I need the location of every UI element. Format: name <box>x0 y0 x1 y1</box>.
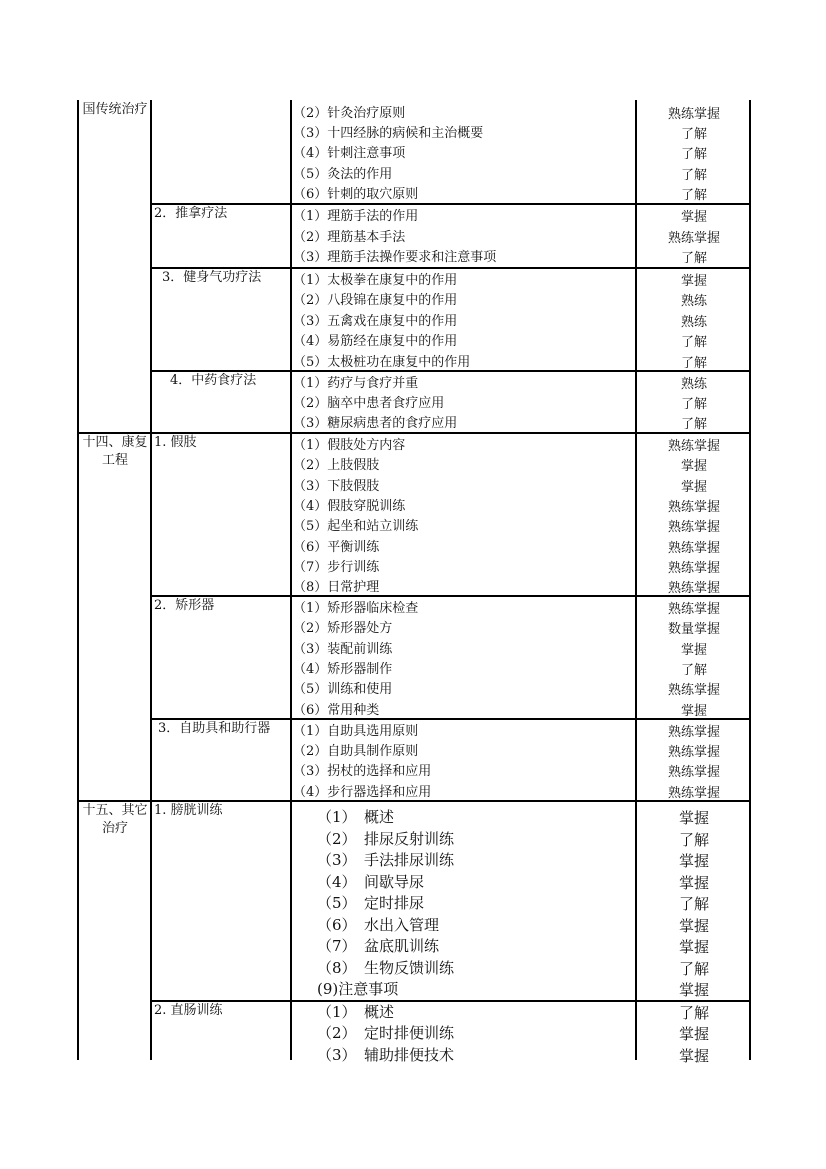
mastery-level: 掌握 <box>678 1025 709 1044</box>
item-text: （4）针刺注意事项 <box>293 146 406 162</box>
mastery-level: 了解 <box>680 397 707 413</box>
mastery-level: 熟练 <box>680 294 707 310</box>
category-cell: 国传统治疗 <box>82 102 148 117</box>
mastery-level: 掌握 <box>678 916 709 935</box>
item-text: （3）下肢假肢 <box>293 478 380 494</box>
mastery-level: 了解 <box>680 127 707 143</box>
mastery-level: 掌握 <box>678 1046 709 1065</box>
item-text: （1）自助具选用原则 <box>293 724 419 739</box>
section-label: 1. 假肢 <box>154 435 197 450</box>
mastery-level: 熟练掌握 <box>667 785 720 801</box>
mastery-level: 熟练 <box>680 377 707 392</box>
item-text: （6）常用种类 <box>293 702 380 718</box>
item-text: （7） 盆底肌训练 <box>317 937 440 955</box>
mastery-level: 熟练掌握 <box>667 602 720 617</box>
mastery-level: 熟练掌握 <box>667 499 720 515</box>
column-divider <box>635 100 637 1060</box>
item-text: （5）太极桩功在康复中的作用 <box>293 354 471 370</box>
section-label: 3．健身气功疗法 <box>162 270 262 285</box>
mastery-level: 数量掌握 <box>667 622 720 638</box>
item-text: （2）自助具制作原则 <box>293 744 419 760</box>
item-text: （2）针灸治疗原则 <box>293 106 406 121</box>
item-text: （1）药疗与食疗并重 <box>293 376 419 391</box>
item-text: （2）理筋基本手法 <box>293 229 406 245</box>
item-text: （4）易筋经在康复中的作用 <box>293 334 458 350</box>
column-divider <box>150 100 152 1060</box>
mastery-level: 了解 <box>680 355 707 371</box>
mastery-level: 掌握 <box>678 809 709 827</box>
mastery-level: 了解 <box>680 167 707 183</box>
mastery-level: 掌握 <box>678 852 709 870</box>
item-text: （1） 概述 <box>317 808 395 826</box>
item-text: （3）糖尿病患者的食疗应用 <box>293 416 458 432</box>
section-label: 2．矫形器 <box>154 598 215 613</box>
section-label: 4．中药食疗法 <box>170 373 257 388</box>
mastery-level: 了解 <box>680 335 707 351</box>
mastery-level: 掌握 <box>678 981 709 999</box>
item-text: （3）十四经脉的病候和主治概要 <box>293 126 484 142</box>
column-divider <box>290 100 292 1060</box>
item-text: （1）假肢处方内容 <box>293 438 406 453</box>
mastery-level: 熟练掌握 <box>667 107 720 122</box>
mastery-level: 了解 <box>680 417 707 433</box>
mastery-level: 掌握 <box>678 938 709 956</box>
section-label: 2. 直肠训练 <box>154 1003 223 1018</box>
item-text: （1） 概述 <box>317 1003 395 1021</box>
item-text: （6）针刺的取穴原则 <box>293 186 419 202</box>
item-text: （2）矫形器处方 <box>293 621 393 637</box>
item-text: （6） 水出入管理 <box>317 915 440 934</box>
category-cell: 十五、其它治疗 <box>82 803 148 836</box>
item-text: （4）矫形器制作 <box>293 661 393 677</box>
item-text: （3）理筋手法操作要求和注意事项 <box>293 250 497 266</box>
mastery-level: 熟练掌握 <box>667 520 720 536</box>
mastery-level: 了解 <box>680 251 707 267</box>
mastery-level: 熟练掌握 <box>667 230 720 246</box>
item-text: （1）理筋手法的作用 <box>293 209 419 224</box>
item-text: （2）八段锦在康复中的作用 <box>293 293 458 309</box>
mastery-level: 了解 <box>680 187 707 203</box>
item-text: （1）矫形器临床检查 <box>293 601 419 616</box>
item-text: （4） 间歇导尿 <box>317 872 425 891</box>
mastery-level: 了解 <box>678 1004 709 1022</box>
item-text: (9)注意事项 <box>317 980 399 998</box>
item-text: （5）起坐和站立训练 <box>293 519 419 535</box>
item-text: （3）拐杖的选择和应用 <box>293 764 432 780</box>
mastery-level: 熟练 <box>680 314 707 330</box>
item-text: （7）步行训练 <box>293 559 380 575</box>
item-text: （3）五禽戏在康复中的作用 <box>293 313 458 329</box>
item-text: （3） 辅助排便技术 <box>317 1045 455 1064</box>
item-text: （3） 手法排尿训练 <box>317 851 455 869</box>
item-text: （8）日常护理 <box>293 580 380 596</box>
mastery-level: 了解 <box>678 830 709 849</box>
mastery-level: 熟练掌握 <box>667 683 720 699</box>
mastery-level: 掌握 <box>680 479 707 495</box>
mastery-level: 熟练掌握 <box>667 560 720 576</box>
item-text: （6）平衡训练 <box>293 539 380 555</box>
mastery-level: 掌握 <box>680 210 707 225</box>
item-text: （8） 生物反馈训练 <box>317 958 455 977</box>
mastery-level: 了解 <box>680 147 707 163</box>
mastery-level: 掌握 <box>680 703 707 719</box>
mastery-level: 熟练掌握 <box>667 439 720 454</box>
mastery-level: 掌握 <box>680 459 707 475</box>
item-text: （5）训练和使用 <box>293 682 393 698</box>
mastery-level: 掌握 <box>680 642 707 658</box>
mastery-level: 掌握 <box>680 274 707 289</box>
mastery-level: 熟练掌握 <box>667 540 720 556</box>
section-label: 2．推拿疗法 <box>154 206 228 221</box>
item-text: （4）步行器选择和应用 <box>293 784 432 800</box>
item-text: （3）装配前训练 <box>293 641 393 657</box>
mastery-level: 掌握 <box>678 873 709 892</box>
table-left-border <box>77 100 79 1060</box>
item-text: （5）灸法的作用 <box>293 166 393 182</box>
row-divider <box>150 203 751 205</box>
mastery-level: 熟练掌握 <box>667 745 720 761</box>
item-text: （2） 定时排便训练 <box>317 1024 455 1043</box>
mastery-level: 了解 <box>680 662 707 678</box>
mastery-level: 熟练掌握 <box>667 765 720 781</box>
item-text: （2）脑卒中患者食疗应用 <box>293 396 445 412</box>
item-text: （5） 定时排尿 <box>317 894 425 912</box>
mastery-level: 熟练掌握 <box>667 581 720 597</box>
mastery-level: 了解 <box>678 959 709 978</box>
item-text: （2） 排尿反射训练 <box>317 829 455 848</box>
mastery-level: 熟练掌握 <box>667 725 720 740</box>
section-label: 3．自助具和助行器 <box>158 721 271 736</box>
item-text: （2）上肢假肢 <box>293 458 380 474</box>
section-label: 1. 膀胱训练 <box>154 803 223 818</box>
item-text: （4）假肢穿脱训练 <box>293 498 406 514</box>
item-text: （1）太极拳在康复中的作用 <box>293 273 458 288</box>
mastery-level: 了解 <box>678 895 709 913</box>
category-cell: 十四、康复工程 <box>82 435 148 468</box>
